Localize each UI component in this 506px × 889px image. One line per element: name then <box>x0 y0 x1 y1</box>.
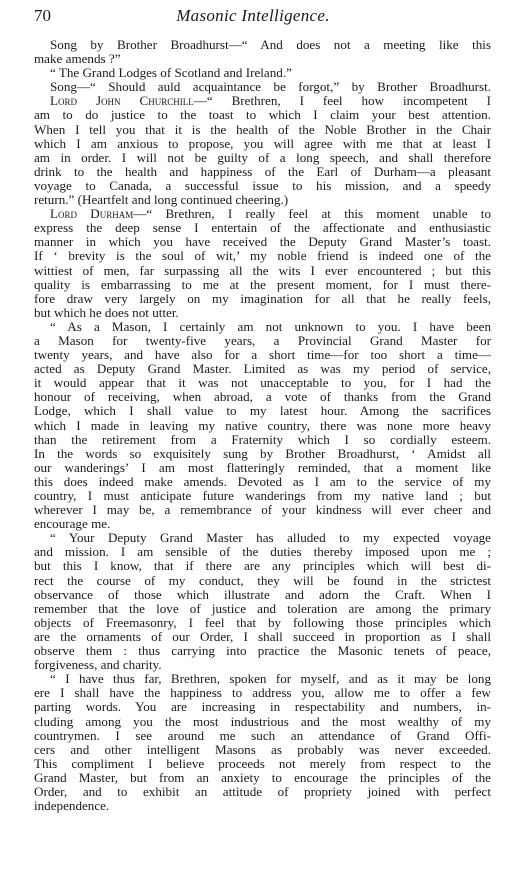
line-text: it would appear that it was not unacceptable to you, for I had the <box>34 376 491 391</box>
text-line <box>34 715 491 729</box>
text-line <box>34 517 491 531</box>
speaker-name: Lord Durham <box>50 207 134 222</box>
line-text: am in order. I will not be guilty of a long speech, and shall therefore <box>34 150 491 165</box>
text-line <box>34 123 491 137</box>
line-text: acted as Deputy Grand Master. Limited as was my period of service, <box>34 362 491 377</box>
line-text: but this I know, that if there are any principles which will best di- <box>34 559 491 574</box>
speaker-name: Lord John Churchill <box>50 94 194 109</box>
text-line <box>34 757 491 771</box>
line-text: “ Your Deputy Grand Master has alluded to my expected voyage <box>50 531 491 546</box>
line-text: rect the course of my conduct, they will be found in the strictest <box>34 573 491 588</box>
line-text: Song—“ Should auld acquaintance be forgot,” by Brother Broadhurst. <box>50 80 491 95</box>
text-line <box>34 249 491 263</box>
line-text: Song by Brother Broadhurst—“ And does not a meeting like this <box>50 38 491 52</box>
page-header <box>0 4 506 30</box>
text-line <box>34 221 491 235</box>
line-text: ere I shall have the happiness to address you, allow me to offer a few <box>34 686 491 701</box>
line-text: which I am anxious to propose, you will agree with me that at least I <box>34 136 491 151</box>
line-text: encourage me. <box>34 517 111 532</box>
text-line <box>34 306 491 320</box>
line-text: am to do justice to the toast to which I claim your best attention. <box>34 108 491 123</box>
text-line <box>34 390 491 404</box>
text-line <box>34 447 491 461</box>
line-text: quality is embarrassing to me at the present moment, for I must there- <box>34 277 491 292</box>
line-text: This compliment I believe proceeds not merely from respect to the <box>34 756 491 771</box>
line-text: observe them : thus carrying into practice the Masonic tenets of peace, <box>34 644 491 659</box>
line-text: forgiveness, and charity. <box>34 658 162 673</box>
line-text: wittiest of men, far surpassing all the wits I ever encountered ; but this <box>34 263 491 278</box>
text-line <box>34 461 491 475</box>
line-text: wherever I may be, a remembrance of your kindness will ever cheer and <box>34 503 491 518</box>
text-line <box>34 334 491 348</box>
text-line <box>34 193 491 207</box>
text-line <box>34 771 491 785</box>
line-text: and mission. I am sensible of the duties thereby imposed upon me ; <box>34 545 491 560</box>
text-line <box>34 531 491 545</box>
line-text: “ As a Mason, I certainly am not unknown to you. I have been <box>50 319 491 334</box>
line-text: return.” (Heartfelt and long continued cheering.) <box>34 193 289 208</box>
text-line <box>34 799 491 813</box>
text-line <box>34 108 491 122</box>
line-text: When I tell you that it is the health of the Noble Brother in the Chair <box>34 122 491 137</box>
line-text: Grand Master, but from an anxiety to encourage the principles of the <box>34 770 491 785</box>
text-line <box>34 503 491 517</box>
line-text: voyage to Canada, a successful issue to his mission, and a speedy <box>34 178 491 193</box>
text-line <box>34 278 491 292</box>
text-line <box>34 700 491 714</box>
running-title: Masonic Intelligence. <box>176 6 330 25</box>
text-line <box>34 151 491 165</box>
line-text: In the words so exquisitely sung by Brother Broadhurst, ‘ Amidst all <box>34 446 491 461</box>
line-text: cers and other intelligent Masons as probably was never exceeded. <box>34 742 491 757</box>
text-line <box>34 672 491 686</box>
line-text: If ‘ brevity is the soul of wit,’ my noble friend is indeed one of the <box>34 249 491 264</box>
text-line <box>34 292 491 306</box>
line-text: objects of Freemasonry, I feel that by following those principles which <box>34 615 491 630</box>
text-line <box>34 785 491 799</box>
text-line <box>34 729 491 743</box>
text-line <box>34 644 491 658</box>
text-line <box>34 376 491 390</box>
line-text: twenty years, and have also for a short time—for too short a time— <box>34 348 491 363</box>
text-line <box>34 489 491 503</box>
line-text: countrymen. I see around me such an attendance of Grand Offi- <box>34 728 491 743</box>
line-text: this does indeed make amends. Devoted as I am to the service of my <box>34 474 491 489</box>
text-line <box>34 616 491 630</box>
text-line <box>34 602 491 616</box>
page-number: 70 <box>34 6 51 25</box>
line-text: fore draw very largely on my imagination for all that he really feels, <box>34 291 491 306</box>
line-text: cluding among you the most industrious and the most wealthy of my <box>34 714 491 729</box>
line-text: —“ Brethren, I really feel at this moment unable to <box>133 207 491 222</box>
text-line <box>34 574 491 588</box>
text-line <box>34 264 491 278</box>
line-text: but which he does not utter. <box>34 305 179 320</box>
text-line <box>34 658 491 672</box>
line-text: honour of receiving, when abroad, a vote of thanks from the Grand <box>34 390 491 405</box>
text-line <box>34 588 491 602</box>
text-line <box>34 348 491 362</box>
text-line <box>34 630 491 644</box>
line-text: make amends ?” <box>34 52 121 67</box>
page-body <box>34 38 491 813</box>
line-text: independence. <box>34 799 110 814</box>
line-text: remember that the love of justice and toleration are among the primary <box>34 601 491 616</box>
text-line <box>34 235 491 249</box>
text-line <box>34 743 491 757</box>
line-text: manner in which you have received the Deputy Grand Master’s toast. <box>34 235 491 250</box>
line-text: country, I must anticipate future wanderings from my native land ; but <box>34 489 491 503</box>
line-text: Lodge, which I shall value to my latest hour. Among the sacrifices <box>34 404 491 419</box>
text-line <box>34 433 491 447</box>
text-line <box>34 52 491 66</box>
line-text: which I made in leaving my native country, there was none more heavy <box>34 418 491 433</box>
line-text: drink to the health and happiness of the Earl of Durham—a pleasant <box>34 164 491 179</box>
line-text: observance of those which illustrate and adorn the Craft. When I <box>34 587 491 602</box>
text-line <box>34 320 491 334</box>
line-text: “ The Grand Lodges of Scotland and Ireland.” <box>50 66 292 81</box>
line-text: are the ornaments of our Order, I shall succeed in proportion as I shall <box>34 629 491 644</box>
text-line <box>34 80 491 94</box>
text-line <box>34 559 491 573</box>
line-text: “ I have thus far, Brethren, spoken for myself, and as it may be long <box>50 672 491 687</box>
line-text: Order, and to exhibit an attitude of propriety joined with perfect <box>34 784 491 799</box>
text-line <box>34 207 491 221</box>
text-line <box>34 137 491 151</box>
text-line <box>34 362 491 376</box>
text-line <box>34 66 491 80</box>
text-line <box>34 404 491 418</box>
line-text: —“ Brethren, I feel how incompetent I <box>193 94 491 109</box>
text-line <box>34 686 491 700</box>
text-line <box>34 179 491 193</box>
line-text: our wanderings’ I am most flatteringly reminded, that a moment like <box>34 460 491 475</box>
text-line <box>34 419 491 433</box>
line-text: a Mason for twenty-five years, a Provincial Grand Master for <box>34 333 491 348</box>
text-line <box>34 94 491 108</box>
line-text: than the retirement from a Fraternity which I so cordially esteem. <box>34 432 491 447</box>
line-text: express the deep sense I entertain of the affectionate and enthusiastic <box>34 221 491 236</box>
line-text: parting words. You are increasing in respectability and numbers, in- <box>34 700 491 715</box>
text-line <box>34 545 491 559</box>
text-line <box>34 475 491 489</box>
text-line <box>34 165 491 179</box>
text-line <box>34 38 491 52</box>
